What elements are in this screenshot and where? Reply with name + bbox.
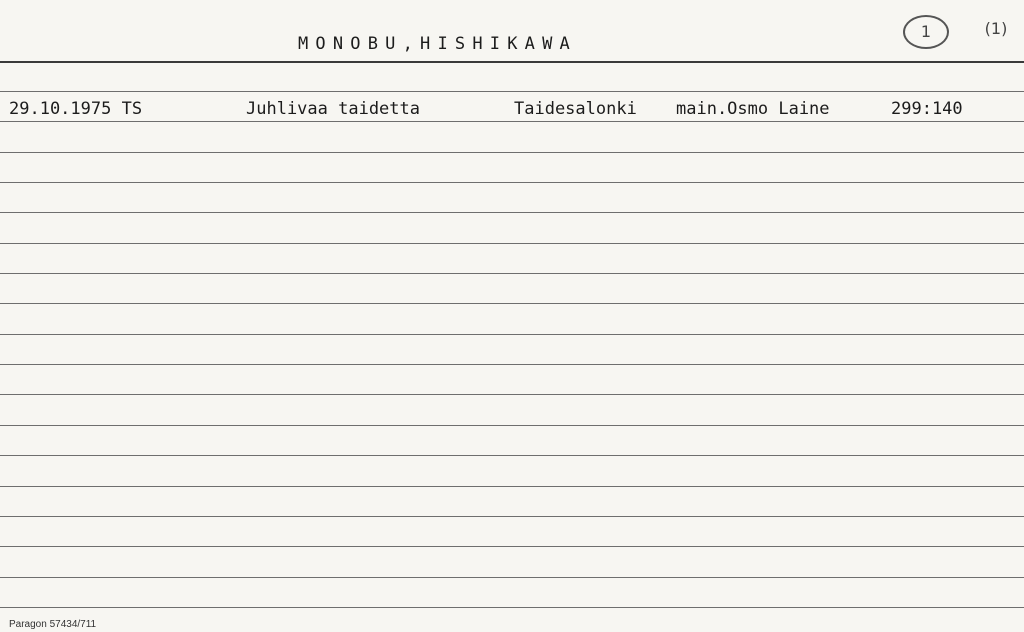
ruled-line bbox=[0, 182, 1024, 183]
ruled-line bbox=[0, 273, 1024, 274]
ruled-line bbox=[0, 91, 1024, 92]
ruled-line bbox=[0, 425, 1024, 426]
entry-reference: 299:140 bbox=[891, 99, 963, 119]
entry-mention: main.Osmo Laine bbox=[676, 99, 830, 119]
entry-title: Juhlivaa taidetta bbox=[246, 99, 420, 119]
circled-number-mark: 1 bbox=[903, 15, 949, 49]
ruled-line bbox=[0, 152, 1024, 153]
ruled-line bbox=[0, 577, 1024, 578]
ruled-line bbox=[0, 364, 1024, 365]
ruled-line bbox=[0, 546, 1024, 547]
entry-venue: Taidesalonki bbox=[514, 99, 637, 119]
card-heading: MONOBU,HISHIKAWA bbox=[298, 34, 577, 54]
ruled-line bbox=[0, 516, 1024, 517]
entry-date-code: 29.10.1975 TS bbox=[9, 99, 143, 119]
ruled-line bbox=[0, 243, 1024, 244]
parenthesized-number-mark: (1) bbox=[984, 19, 1008, 38]
ruled-line bbox=[0, 121, 1024, 122]
ruled-line bbox=[0, 303, 1024, 304]
ruled-line bbox=[0, 334, 1024, 335]
ruled-line bbox=[0, 455, 1024, 456]
ruled-line bbox=[0, 61, 1024, 63]
ruled-line bbox=[0, 394, 1024, 395]
ruled-line bbox=[0, 486, 1024, 487]
card-footer-print-code: Paragon 57434/711 bbox=[9, 619, 97, 630]
ruled-line bbox=[0, 212, 1024, 213]
ruled-line bbox=[0, 607, 1024, 608]
